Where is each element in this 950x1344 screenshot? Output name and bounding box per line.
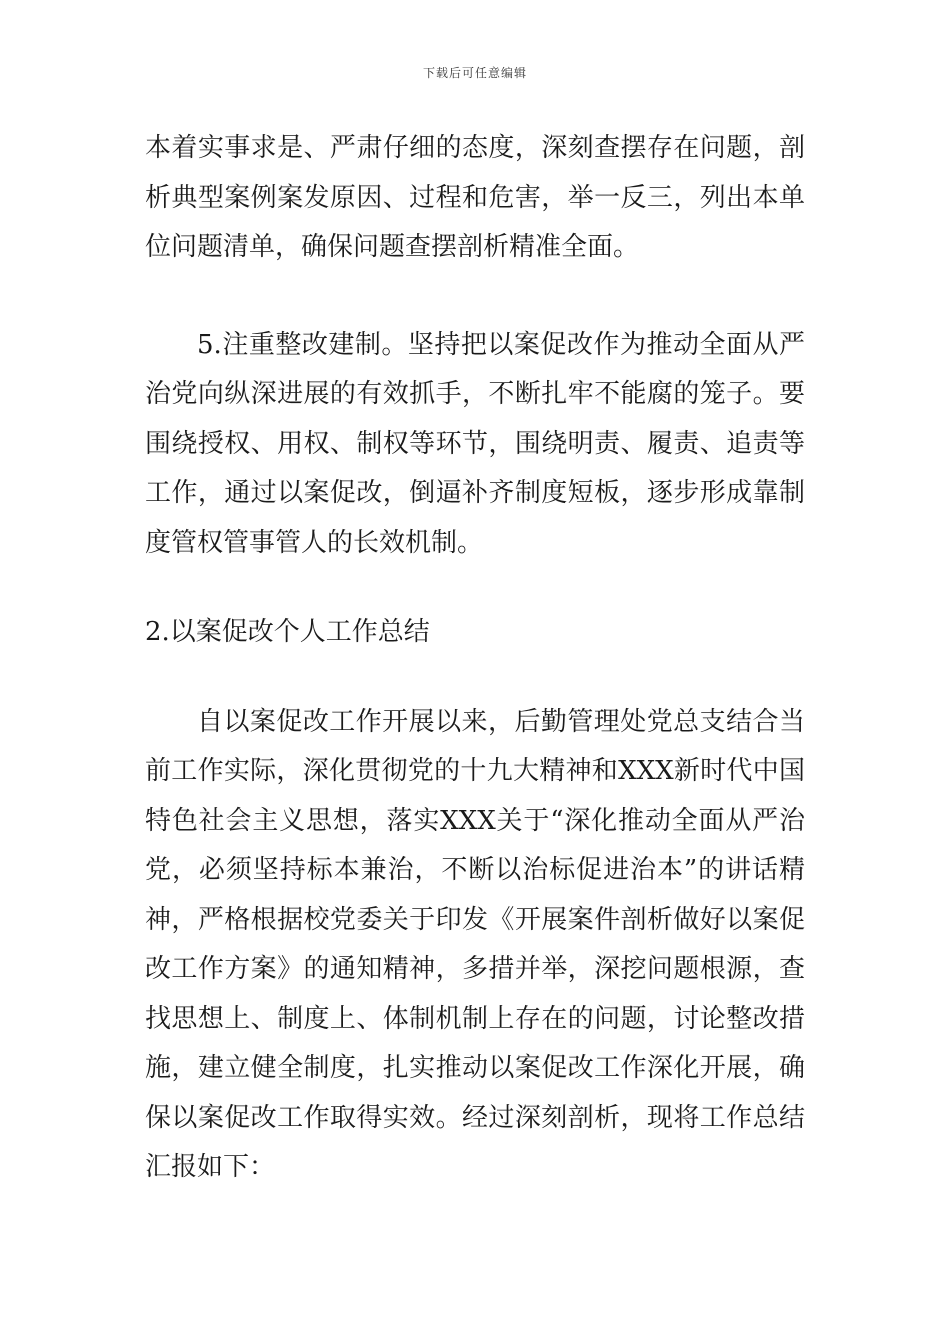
paragraph-rectification: 5.注重整改建制。坚持把以案促改作为推动全面从严治党向纵深进展的有效抓手，不断扎牢不能腐的笼子。要围绕授权、用权、制权等环节，围绕明责、履责、追责等工作，通过以案促改，倒逼补齐制度短板，逐步形成靠制度管权管事管人的长效机制。: [145, 329, 805, 558]
paragraph-problem-review: 本着实事求是、严肃仔细的态度，深刻查摆存在问题，剖析典型案例案发原因、过程和危害，举一反三，列出本单位问题清单，确保问题查摆剖析精准全面。: [145, 133, 805, 262]
paragraph-spacer: [145, 658, 805, 698]
page-header: 下载后可任意编辑: [422, 66, 527, 80]
section-heading: 2.以案促改个人工作总结: [145, 617, 430, 647]
paragraph-summary: 自以案促改工作开展以来，后勤管理处党总支结合当前工作实际，深化贯彻党的十九大精神和XXX新时代中国特色社会主义思想，落实XXX关于“深化推动全面从严治党，必须坚持标本兼治，不断以治标促进治本”的讲话精神，严格根据校党委关于印发《开展案件剖析做好以案促改工作方案》的通知精神，多措并举，深挖问题根源，查找思想上、制度上、体制机制上存在的问题，讨论整改措施，建立健全制度，扎实推动以案促改工作深化开展，确保以案促改工作取得实效。经过深刻剖析，现将工作总结汇报如下：: [145, 706, 805, 1182]
paragraph-spacer: [145, 273, 805, 321]
document-body: [145, 124, 805, 1193]
paragraph-spacer: [145, 568, 805, 608]
